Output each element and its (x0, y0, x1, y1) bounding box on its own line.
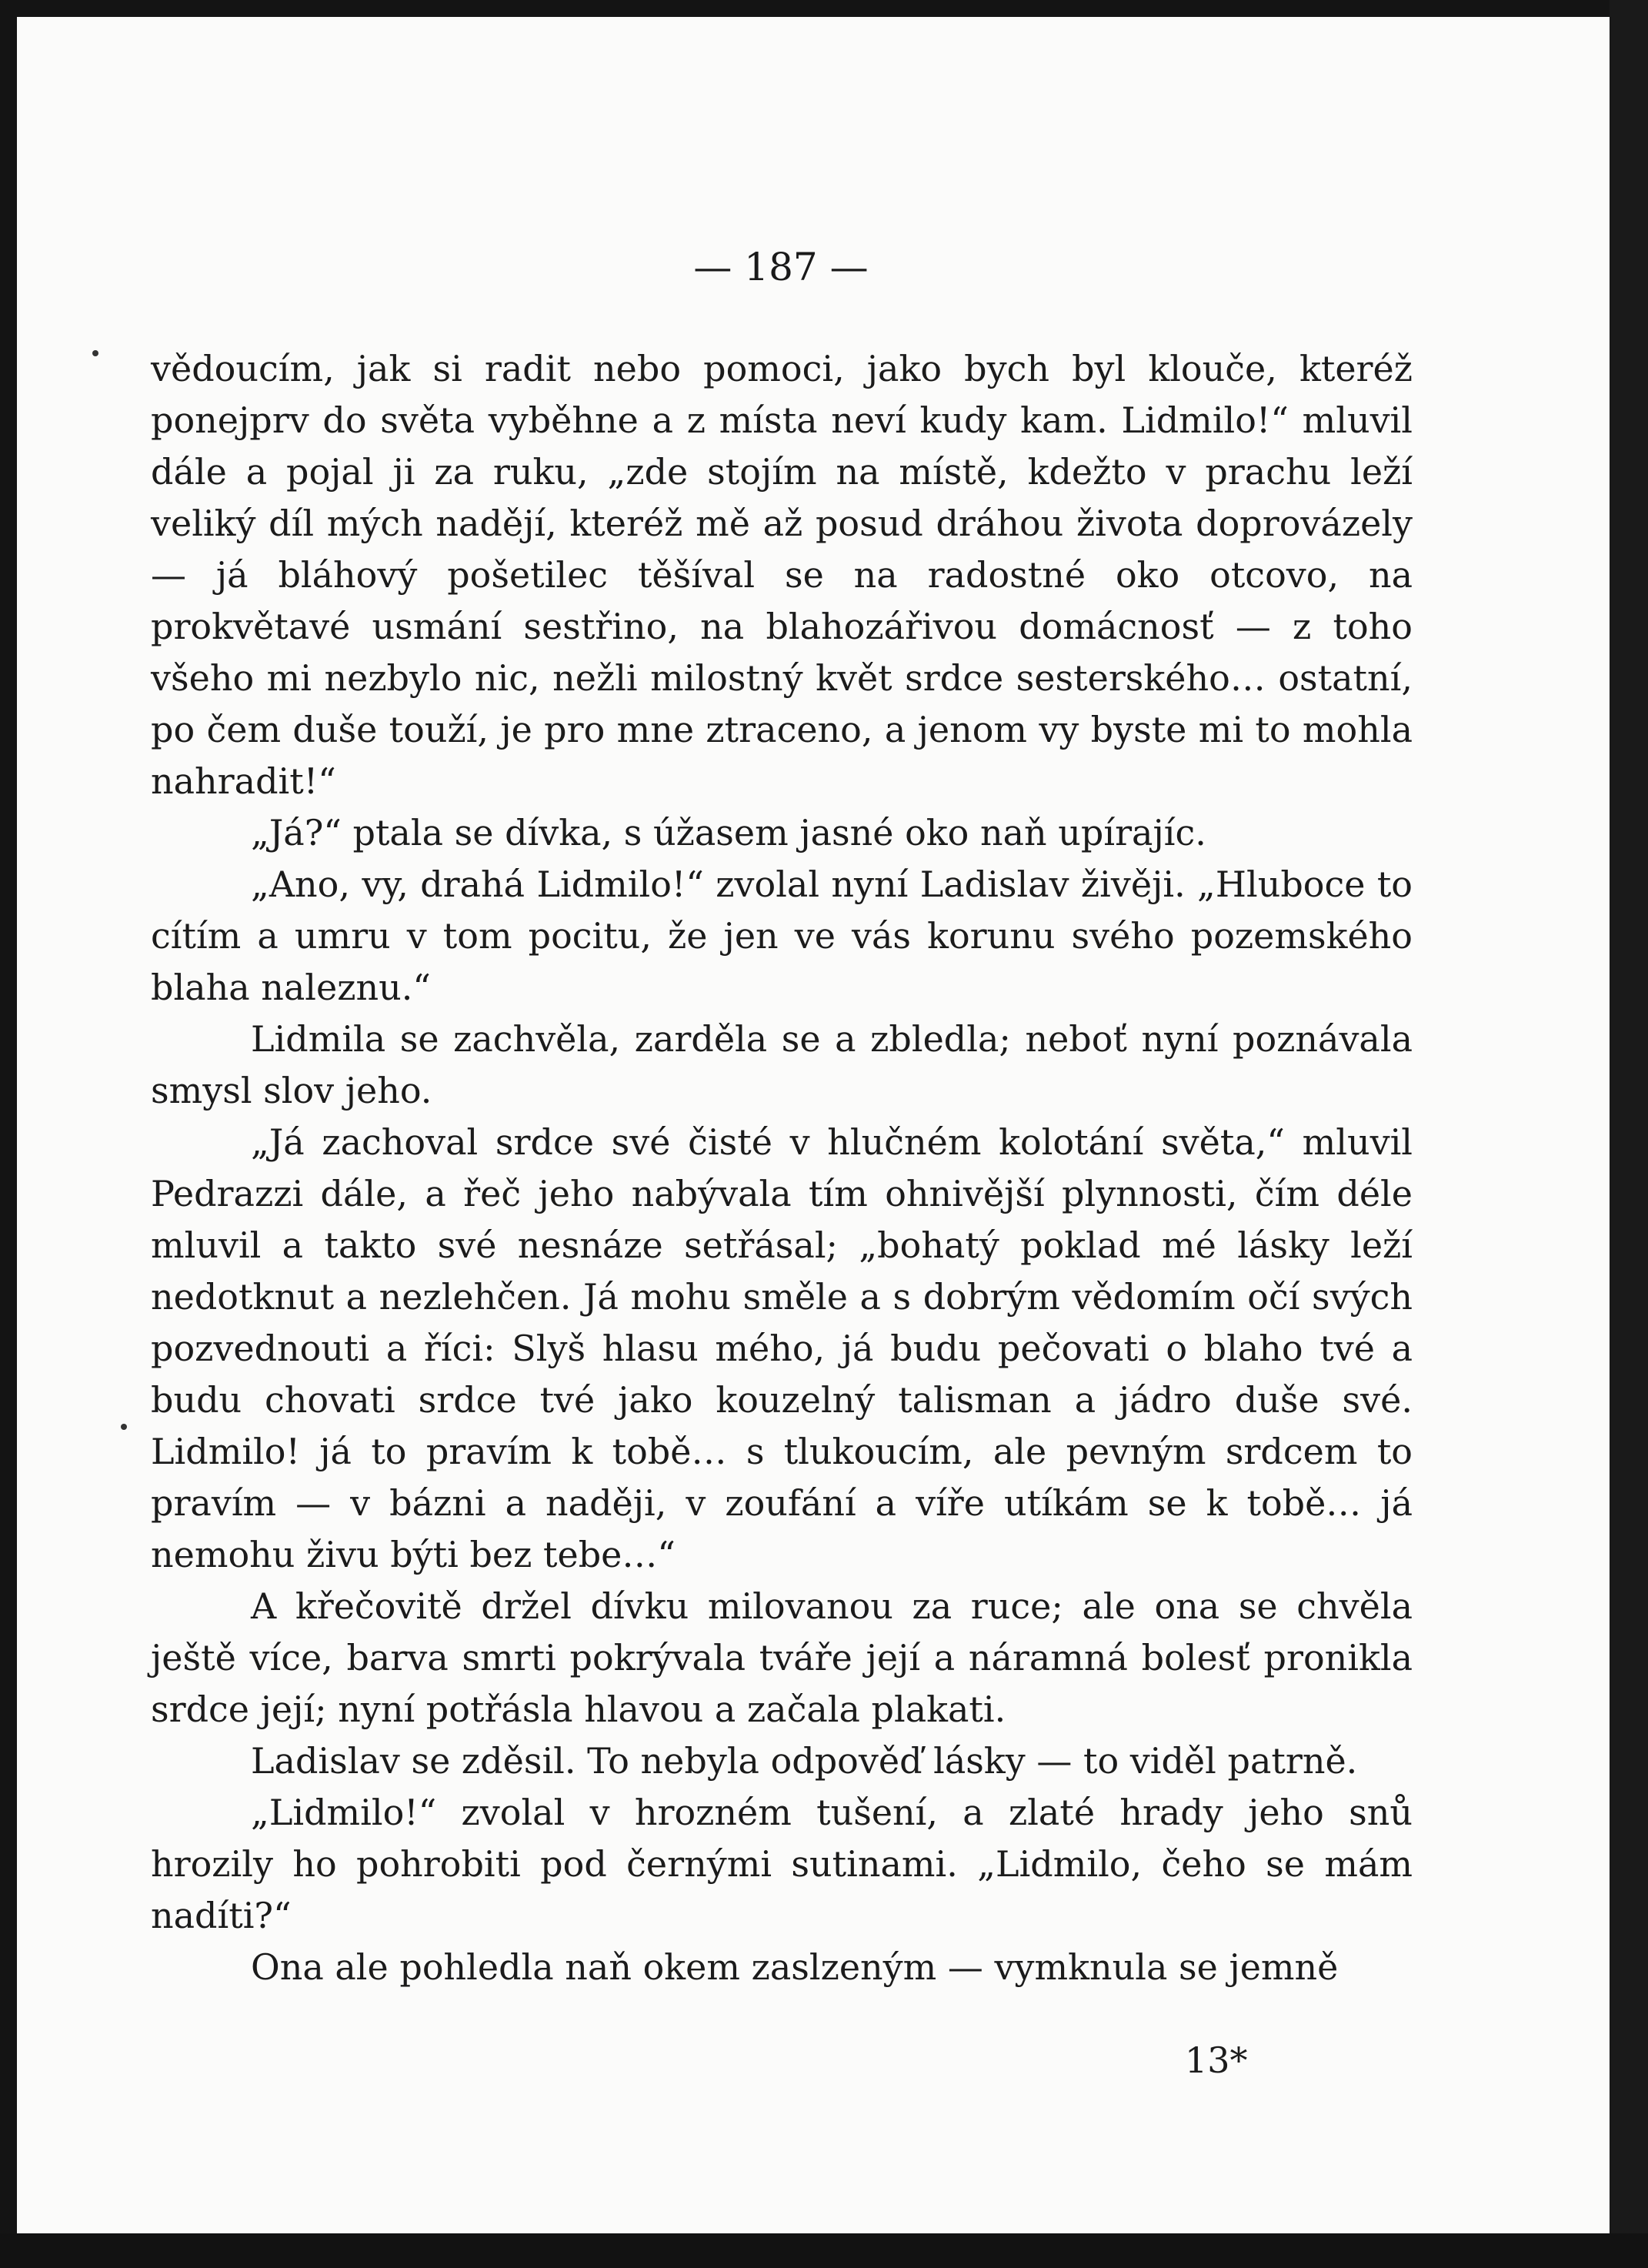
paragraph: „Ano, vy, drahá Lidmilo!“ zvolal nyní Ladislav živěji. „Hluboce to cítím a umru v tom pocitu, že jen ve vás korunu svého pozemského blaha naleznu.“ (151, 863, 1413, 1008)
body-text (151, 343, 1413, 1993)
paragraph: Ladislav se zděsil. To nebyla odpověď lásky — to viděl patrně. (251, 1740, 1358, 1782)
paragraph: vědoucím, jak si radit nebo pomoci, jako bych byl klouče, kteréž ponejprv do světa vyběhne a z místa neví kudy kam. Lidmilo!“ mluvil dále a pojal ji za ruku, „zde stojím na místě, kdežto v prachu leží veliký díl mých nadějí, kteréž mě až posud dráhou života doprovázely — já bláhový pošetilec těšíval se na radostné oko otcovo, na prokvětavé usmání sestřino, na blahozářivou domácnosť — z toho všeho mi nezbylo nic, nežli milostný květ srdce sesterského… ostatní, po čem duše touží, je pro mne ztraceno, a jenom vy byste mi to mohla nahradit!“ (151, 348, 1413, 802)
paragraph: „Lidmilo!“ zvolal v hrozném tušení, a zlaté hrady jeho snů hrozily ho pohrobiti pod černými sutinami. „Lidmilo, čeho se mám nadíti?“ (151, 1792, 1413, 1936)
speck-mark (121, 1424, 127, 1430)
speck-mark (92, 350, 98, 356)
signature-mark: 13* (1185, 2039, 1248, 2081)
paragraph: „Já?“ ptala se dívka, s úžasem jasné oko naň upírajíc. (251, 812, 1206, 853)
scan-edge-right (1610, 0, 1648, 2268)
paragraph: „Já zachoval srdce své čisté v hlučném kolotání světa,“ mluvil Pedrazzi dále, a řeč jeho nabývala tím ohnivější plynnosti, čím déle mluvil a takto své nesnáze setřásal; „bohatý poklad mé lásky leží nedotknut a nezlehčen. Já mohu směle a s dobrým vědomím očí svých pozvednouti a říci: Slyš hlasu mého, já budu pečovati o blaho tvé a budu chovati srdce tvé jako kouzelný talisman a jádro duše své. Lidmilo! já to pravím k tobě… s tlukoucím, ale pevným srdcem to pravím — v bázni a naději, v zoufání a víře utíkám se k tobě… já nemohu živu býti bez tebe…“ (151, 1121, 1413, 1575)
paragraph: Ona ale pohledla naň okem zaslzeným — vymknula se jemně (251, 1946, 1339, 1988)
scan-edge-bottom (0, 2233, 1648, 2268)
paragraph: A křečovitě držel dívku milovanou za ruce; ale ona se chvěla ještě více, barva smrti pokrývala tváře její a náramná bolesť pronikla srdce její; nyní potřásla hlavou a začala plakati. (151, 1585, 1413, 1730)
page-number: — 187 — (693, 245, 869, 289)
paragraph: Lidmila se zachvěla, zarděla se a zbledla; neboť nyní poznávala smysl slov jeho. (151, 1018, 1413, 1111)
